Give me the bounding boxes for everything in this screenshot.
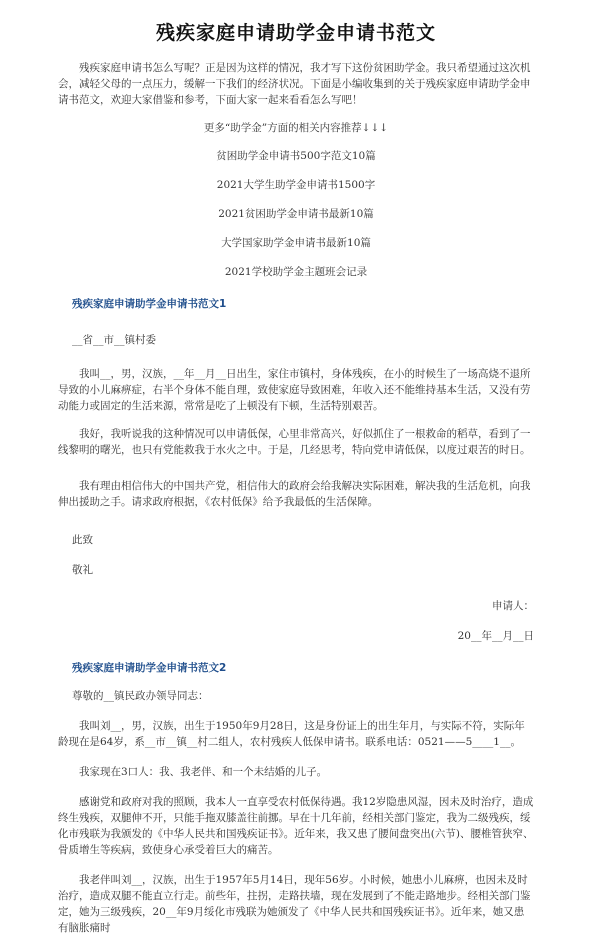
section1-heading: 残疾家庭申请助学金申请书范文1: [72, 298, 227, 310]
section2-paragraph-1: 我叫刘__，男，汉族，出生于1950年9月28日，这是身份证上的出生年月，与实际不符，实际年龄现在是64岁，系__市__镇__村二组人，农村残疾人低保申请书。联系电话：0521——5____1__。: [58, 720, 525, 748]
recommend-link-2[interactable]: 2021大学生助学金申请书1500字: [216, 179, 376, 191]
section2-paragraph-4: 我老伴叫刘__，汉族，出生于1957年5月14日，现年56岁。小时候，她患小儿麻痹，也因未及时治疗，造成双腿不能直立行走。前些年，拄拐，走路扶墙，现在发展到了不能走路地步。经相关部门鉴定，她为三级残疾，20__年9月绥化市残联为她颁发了《中华人民共和国残疾证书》。近年来，她又患有脑胀痛时: [58, 874, 531, 934]
section2-addressee: 尊敬的__镇民政办领导同志：: [72, 690, 209, 702]
page-title: 残疾家庭申请助学金申请书范文: [155, 22, 436, 44]
section1-addressee: __省__市__镇村委: [72, 334, 156, 346]
section2-paragraph-3: 感谢党和政府对我的照顾，我本人一直享受农村低保待遇。我12岁隐患风湿，因未及时治疗，造成终生残疾，双腿伸不开，只能手拖双膝盖往前挪。早在十几年前，经相关部门鉴定，我为二级残疾，绥化市残联为我颁发的《中华人民共和国残疾证书》。近年来，我又患了腰间盘突出(六节)、腰椎管狭窄、骨质增生等疾病，致使身心承受着巨大的痛苦。: [58, 796, 534, 856]
section2-heading: 残疾家庭申请助学金申请书范文2: [72, 662, 227, 674]
section1-closing-regards: 敬礼: [72, 564, 93, 576]
section1-signature: 申请人：: [492, 600, 534, 612]
recommend-header: 更多“助学金”方面的相关内容推荐↓↓↓: [203, 122, 389, 134]
section1-paragraph-1: 我叫__，男，汉族，__年__月__日出生，家住市镇村，身体残疾，在小的时候生了一场高烧不退所导致的小儿麻痹症，右半个身体不能自理，致使家庭导致困难，年收入还不能维持基本生活，又没有劳动能力或固定的生活来源，常常是吃了上顿没有下顿，生活特别艰苦。: [58, 368, 531, 412]
recommend-link-5[interactable]: 2021学校助学金主题班会记录: [224, 266, 368, 278]
section2-paragraph-2: 我家现在3口人：我、我老伴、和一个未结婚的儿子。: [79, 766, 328, 778]
section1-paragraph-2: 我好，我听说我的这种情况可以申请低保，心里非常高兴，好似抓住了一根救命的稻草，看到了一线黎明的曙光，也只有党能救我于水火之中。于是，几经思考，特向党申请低保，以度过艰苦的时日。: [58, 428, 531, 456]
section1-closing-salutation: 此致: [72, 534, 93, 546]
recommend-link-4[interactable]: 大学国家助学金申请书最新10篇: [221, 237, 371, 249]
recommend-link-3[interactable]: 2021贫困助学金申请书最新10篇: [218, 208, 374, 220]
intro-paragraph: 残疾家庭申请书怎么写呢？正是因为这样的情况，我才写下这份贫困助学金。我只希望通过这次机会，减轻父母的一点压力，缓解一下我们的经济状况。下面是小编收集到的关于残疾家庭申请助学金申请书范文，欢迎大家借鉴和参考，下面大家一起来看看怎么写吧！: [58, 62, 531, 106]
section1-date: 20__年__月__日: [457, 630, 534, 642]
section1-paragraph-3: 我有理由相信伟大的中国共产党，相信伟大的政府会给我解决实际困难，解决我的生活危机，向我伸出援助之手。请求政府根据，《农村低保》给予我最低的生活保障。: [58, 480, 531, 508]
recommend-link-1[interactable]: 贫困助学金申请书500字范文10篇: [216, 150, 376, 162]
